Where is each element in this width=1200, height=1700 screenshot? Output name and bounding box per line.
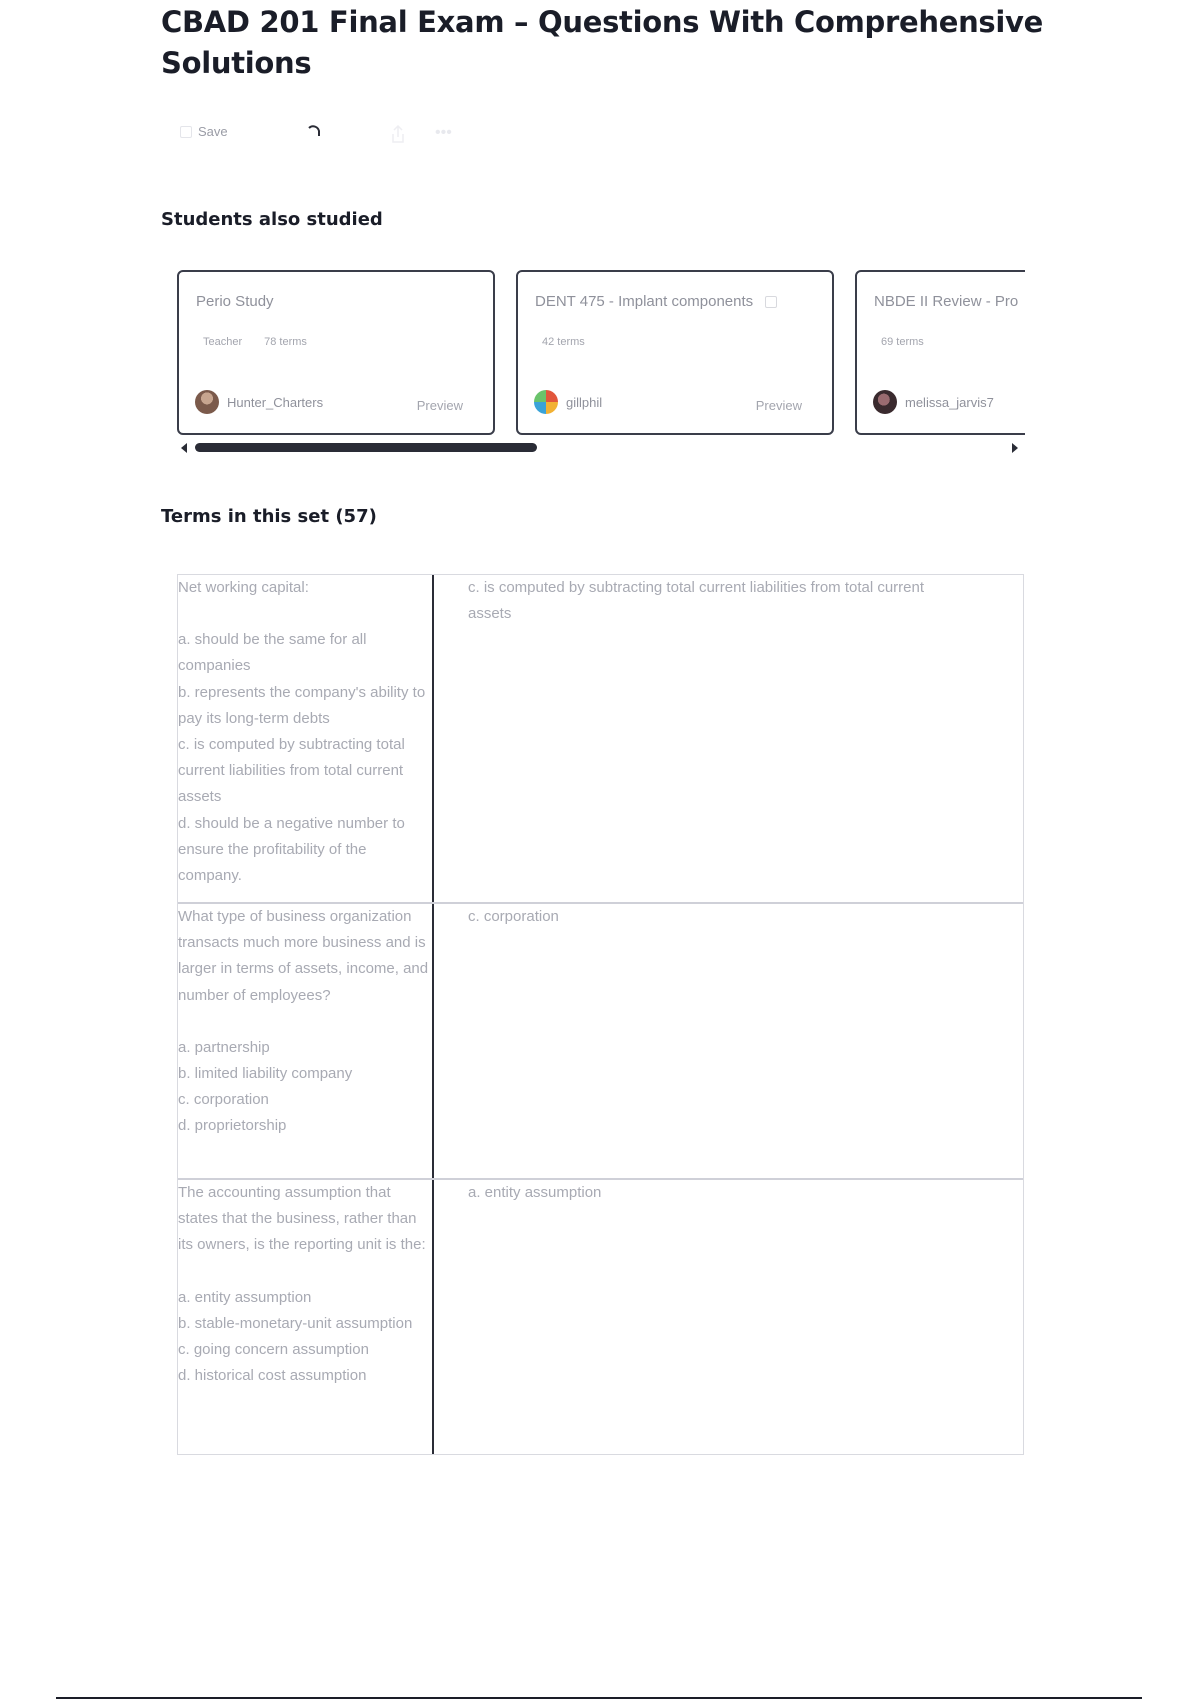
option: a. should be the same for all companies <box>178 631 367 675</box>
term-answer: c. corporation <box>468 908 559 925</box>
card-meta <box>203 336 307 348</box>
term-answer: a. entity assumption <box>468 1184 602 1201</box>
share-icon[interactable] <box>390 124 406 144</box>
students-also-studied-heading: Students also studied <box>161 209 383 230</box>
card-user[interactable] <box>195 390 323 414</box>
option: c. is computed by subtracting total current liabilities from total current assets <box>178 736 405 806</box>
study-set-card[interactable] <box>855 270 1025 435</box>
question-text: Net working capital: <box>178 579 309 596</box>
card-meta <box>542 336 585 348</box>
term-question <box>178 904 434 1178</box>
table-row <box>178 1180 1023 1454</box>
card-badge: Teacher <box>203 336 243 348</box>
card-term-count: 69 terms <box>881 336 924 348</box>
card-username: melissa_jarvis7 <box>905 394 994 410</box>
terms-table <box>177 574 1024 1455</box>
card-term-count: 78 terms <box>264 336 307 348</box>
avatar <box>195 390 219 414</box>
option: b. stable-monetary-unit assumption <box>178 1314 413 1332</box>
card-username: gillphil <box>566 394 603 410</box>
option: b. represents the company's ability to pay its long-term debts <box>178 683 426 727</box>
loading-spinner-icon <box>306 124 322 140</box>
card-title: Perio Study <box>196 293 274 310</box>
card-user[interactable] <box>873 390 994 414</box>
study-set-card[interactable] <box>177 270 495 435</box>
terms-heading: Terms in this set (57) <box>161 506 377 527</box>
card-term-count: 42 terms <box>542 336 585 348</box>
avatar <box>873 390 897 414</box>
preview-button[interactable]: Preview <box>755 398 802 413</box>
option: c. corporation <box>178 1091 269 1109</box>
term-question <box>178 575 434 902</box>
term-answer: c. is computed by subtracting total current liabilities from total current assets <box>468 579 925 623</box>
card-title: DENT 475 - Implant components <box>535 293 754 310</box>
study-set-card[interactable] <box>516 270 834 435</box>
carousel-scrollbar[interactable] <box>195 443 537 452</box>
question-text: The accounting assumption that states that the business, rather than its owners, is the reporting unit is the: <box>178 1184 426 1254</box>
option: a. entity assumption <box>178 1288 312 1306</box>
option: d. proprietorship <box>178 1117 287 1135</box>
bookmark-icon <box>180 126 192 138</box>
question-text: What type of business organization transacts much more business and is larger in terms of assets, income, and number of employees? <box>178 908 429 1004</box>
page-title: CBAD 201 Final Exam – Questions With Comprehensive Solutions <box>161 5 1044 80</box>
option: d. historical cost assumption <box>178 1367 367 1385</box>
table-row <box>178 575 1023 904</box>
scroll-right-arrow-icon[interactable] <box>1012 443 1018 453</box>
option: d. should be a negative number to ensure the profitability of the company. <box>178 814 405 885</box>
save-label: Save <box>198 124 228 139</box>
also-studied-carousel <box>177 270 1025 448</box>
option: c. going concern assumption <box>178 1341 369 1359</box>
card-title: NBDE II Review - Pro <box>874 293 1019 310</box>
page-divider <box>56 1697 1142 1699</box>
save-button[interactable] <box>180 124 228 139</box>
option: a. partnership <box>178 1038 270 1056</box>
scroll-left-arrow-icon[interactable] <box>181 443 187 453</box>
avatar <box>534 390 558 414</box>
term-question <box>178 1180 434 1454</box>
more-options-icon[interactable]: ••• <box>435 124 452 141</box>
action-bar <box>180 124 480 154</box>
card-username: Hunter_Charters <box>227 394 324 410</box>
preview-button[interactable]: Preview <box>416 398 463 413</box>
card-meta <box>881 336 924 348</box>
option: b. limited liability company <box>178 1065 353 1083</box>
table-row <box>178 904 1023 1180</box>
card-title-wrap <box>535 293 777 310</box>
card-user[interactable] <box>534 390 602 414</box>
image-icon <box>765 296 777 308</box>
